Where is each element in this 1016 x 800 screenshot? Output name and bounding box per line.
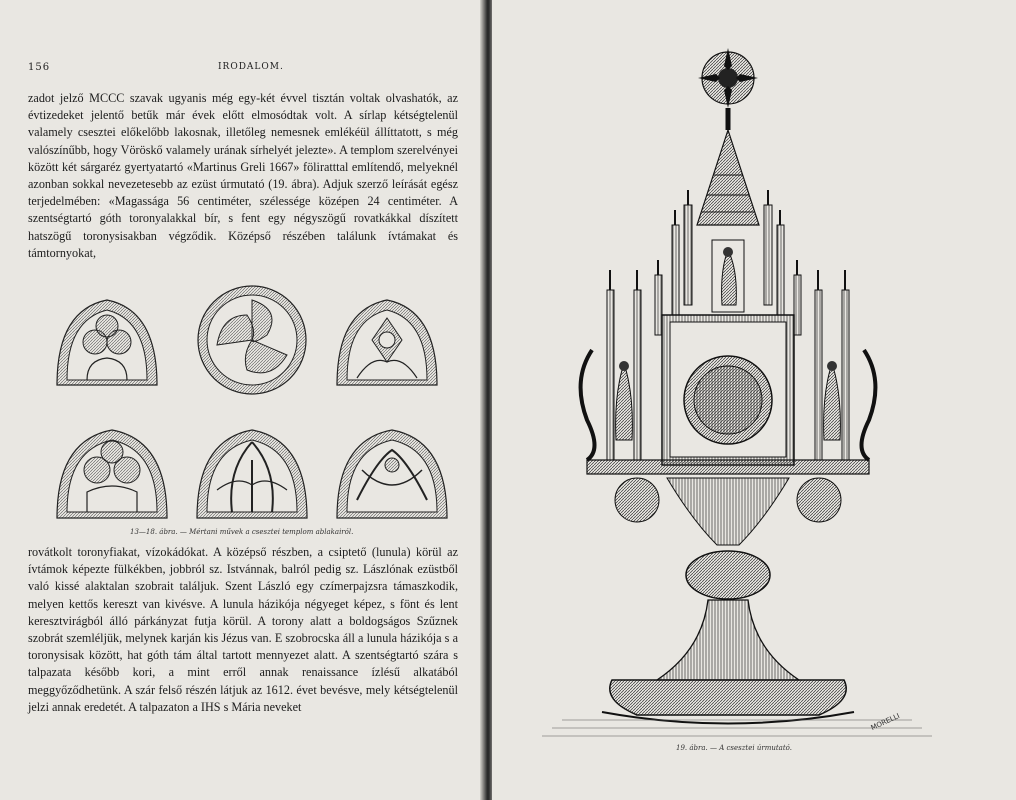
tracery-figure-2 — [198, 286, 306, 394]
engraver-signature: MORELLI — [869, 711, 901, 733]
figure-caption-13-18: 13—18. ábra. — Mértani művek a csesztei templom ablakairól. — [130, 528, 354, 536]
body-text-top — [28, 90, 458, 262]
tracery-figure-3 — [337, 300, 437, 385]
right-page — [492, 0, 1016, 800]
body-text-bottom — [28, 544, 458, 716]
page-number: 156 — [28, 62, 51, 73]
tracery-figure-1 — [57, 300, 157, 385]
sunburst-finial — [698, 48, 758, 108]
paragraph-bottom: rovátkolt toronyfiakat, vízokádókat. A középső részben, a csiptető (lunula) körül az ívtámok képezte fülkékben, jobbról sz. Istvánnak, balról pedig sz. Lászlónak ezüstből való kissé alaktalan szobrait találjuk. Szent László egy czímerpajzsra támaszkodik, melyen kettős kereszt van kivésve. A lunula házikója négyeget képez, s fönt és lent keresztvirágból álló párkányzat futja körül. A torony alatt a boldogságos Szűznek szobrát szemléljük, melynek karján kis Jézus van. E szobrocska áll a lunula házikója s a toronysisak között, hat góth tám által tartott mennyezet alatt. A szentségtartó szára s talpazata később kori, a mint erről annak renaissance ízlésű alkatából meggyőződhetünk. A szár felső részén látjuk az 1612. évet bevésve, mely kétségtelenül jelzi annak eredetét. A talpazaton a IHS s Mária neveket — [28, 545, 458, 714]
window-tracery-figures — [52, 280, 452, 525]
tracery-illustrations — [52, 280, 452, 525]
figure-caption-19: 19. ábra. — A csesztei úrmutató. — [676, 744, 792, 752]
left-page — [0, 0, 486, 800]
paragraph-top: zadot jelző MCCC szavak ugyanis még egy-két évvel tisztán voltak olvashatók, az évtizedeket jelentő betűk már évek előtt elmosódtak volt. A sírlap kétségtelenül valamely csesztei előkelőbb lakosnak, illetőleg nemesnek emlékéül állíttatott, s még valószínűbb, hogy Vöröskő valamely urának sírhelyét jelezte». A templom szerelvényei között két sárgaréz gyertyatartó «Martinus Greli 1667» föliratttal említendő, melyeknél azonban sokkal nevezetesebb az ezüst úrmutató (19. ábra). Adjuk szerző leírását egész terjedelmében: «Magassága 56 centiméter, szélessége középen 24 centiméter. A szentségtartó góth toronyalakkal bír, s fent egy négyszögű rovatkákkal díszített hatszögű toronysisakban végződik. Középső részében találunk ívtámakat és támtornyokat, — [28, 91, 458, 260]
tracery-figure-4 — [57, 430, 167, 518]
tracery-figure-6 — [337, 430, 447, 518]
running-title: IRODALOM. — [218, 62, 284, 72]
monstrance-engraving — [492, 0, 1016, 760]
tracery-figure-5 — [197, 430, 307, 518]
